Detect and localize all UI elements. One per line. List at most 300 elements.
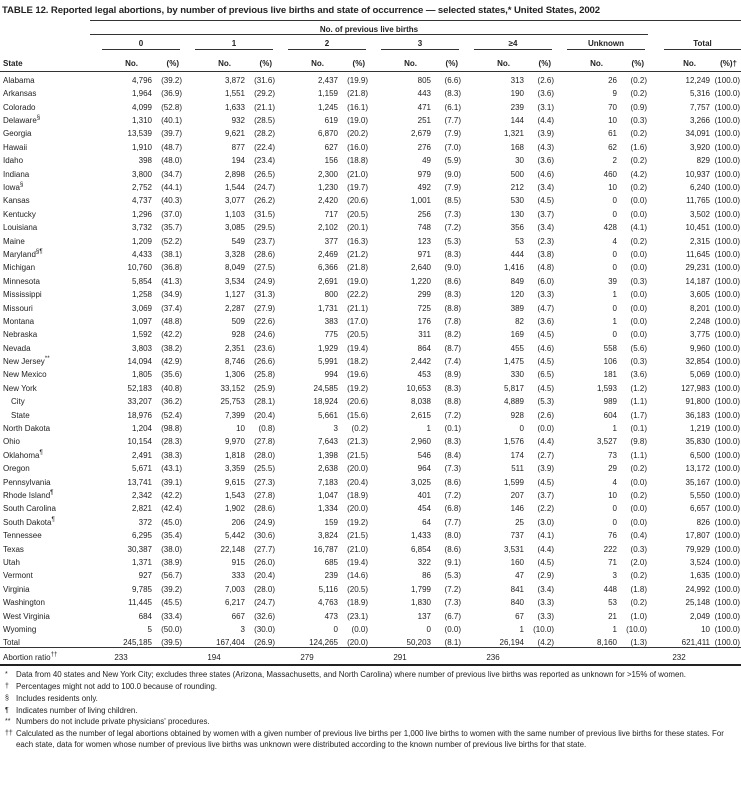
- count-cell: 10: [608, 183, 617, 193]
- count-cell: 877: [231, 142, 245, 152]
- count-cell: 2,615: [410, 410, 431, 420]
- count-cell: 3,524: [689, 557, 710, 567]
- percent-cell: (20.6): [347, 196, 368, 206]
- percent-cell: (0.9): [630, 102, 647, 112]
- percent-cell: (20.1): [347, 223, 368, 233]
- percent-cell: (28.0): [254, 450, 275, 460]
- percent-cell: (100.0): [714, 129, 740, 139]
- count-cell: 0: [333, 624, 338, 634]
- percent-cell: (8.3): [444, 249, 461, 259]
- count-cell: 443: [417, 89, 431, 99]
- count-cell: 168: [510, 142, 524, 152]
- count-cell: 127,983: [681, 383, 710, 393]
- count-cell: 10,760: [127, 263, 152, 273]
- percent-cell: (19.9): [347, 75, 368, 85]
- count-cell: 928: [510, 410, 524, 420]
- percent-cell: (100.0): [714, 517, 740, 527]
- table-row: [0, 527, 741, 540]
- spacer-cell: [617, 648, 648, 666]
- ratio-cell: 291: [369, 648, 431, 666]
- count-cell: 181: [603, 370, 617, 380]
- table-row: [0, 232, 741, 245]
- percent-cell: (20.4): [254, 571, 275, 581]
- count-cell: 1,258: [131, 290, 152, 300]
- count-cell: 4,099: [131, 102, 152, 112]
- count-cell: 8,049: [224, 263, 245, 273]
- count-cell: 511: [511, 464, 524, 474]
- percent-cell: (4.3): [537, 142, 554, 152]
- percent-cell: (26.6): [254, 357, 275, 367]
- count-cell: 239: [510, 102, 524, 112]
- percent-cell: (4.7): [537, 303, 554, 313]
- table-row: [0, 85, 741, 98]
- percent-cell: (20.5): [347, 330, 368, 340]
- percent-cell: (38.1): [161, 249, 182, 259]
- state-name: Louisiana: [3, 223, 38, 233]
- count-cell: 1,633: [224, 102, 245, 112]
- percent-cell: (4.5): [537, 196, 554, 206]
- count-cell: 989: [603, 397, 617, 407]
- table-row: [0, 272, 741, 285]
- count-cell: 849: [510, 276, 524, 286]
- footnote-symbol: ¶: [5, 706, 9, 714]
- count-cell: 3: [240, 624, 245, 634]
- count-cell: 24,585: [313, 383, 338, 393]
- count-cell: 1,433: [410, 531, 431, 541]
- percent-cell: (21.5): [347, 450, 368, 460]
- percent-cell: (100.0): [714, 437, 740, 447]
- percent-cell: (4.5): [537, 383, 554, 393]
- state-name: Vermont: [3, 571, 33, 581]
- page-title: TABLE 12. Reported legal abortions, by number of previous live births and state of occurrence — selected states,* United States, 2002: [2, 5, 601, 16]
- footnote-marker: ††: [50, 651, 58, 659]
- group-label: 3: [381, 39, 459, 50]
- percent-cell: (100.0): [714, 424, 740, 434]
- span-header: No. of previous live births: [90, 20, 648, 34]
- percent-cell: (28.6): [254, 504, 275, 514]
- count-cell: 356: [510, 223, 524, 233]
- ratio-cell: 279: [276, 648, 338, 666]
- spacer-cell: [524, 648, 555, 666]
- count-cell: 3,872: [224, 75, 245, 85]
- count-cell: 5,316: [689, 89, 710, 99]
- count-cell: 0: [519, 424, 524, 434]
- percent-cell: (100.0): [714, 544, 740, 554]
- footnote-marker: ¶: [50, 489, 54, 496]
- group-header-2: [276, 34, 369, 50]
- count-cell: 2,640: [410, 263, 431, 273]
- table-row: [0, 406, 741, 419]
- count-cell: 3,025: [410, 477, 431, 487]
- count-cell: 0: [612, 209, 617, 219]
- percent-cell: (3.8): [537, 249, 554, 259]
- count-cell: 9,970: [224, 437, 245, 447]
- percent-cell: (18.9): [347, 598, 368, 608]
- percent-cell: (2.2): [537, 504, 554, 514]
- percent-cell: (28.3): [161, 437, 182, 447]
- state-name: New Mexico: [3, 370, 47, 380]
- count-cell: 156: [324, 156, 338, 166]
- table-row: [0, 165, 741, 178]
- count-cell: 1: [519, 624, 524, 634]
- count-cell: 2,691: [317, 276, 338, 286]
- count-cell: 7,183: [317, 477, 338, 487]
- table-row: [0, 286, 741, 299]
- percent-cell: (36.9): [161, 89, 182, 99]
- count-cell: 25,148: [685, 598, 710, 608]
- percent-cell: (7.9): [444, 129, 461, 139]
- percent-cell: (3.3): [537, 290, 554, 300]
- count-cell: 3,077: [224, 196, 245, 206]
- percent-cell: (18.8): [347, 156, 368, 166]
- state-name: Idaho: [3, 156, 24, 166]
- count-cell: 167,404: [216, 638, 245, 648]
- count-cell: 444: [510, 249, 524, 259]
- percent-cell: (5.3): [444, 236, 461, 246]
- count-cell: 53: [608, 598, 617, 608]
- percent-cell: (7.4): [444, 357, 461, 367]
- percent-cell: (0.0): [630, 517, 647, 527]
- count-cell: 667: [231, 611, 245, 621]
- count-cell: 3,531: [503, 544, 524, 554]
- percent-cell: (40.8): [161, 383, 182, 393]
- percent-cell: (100.0): [714, 370, 740, 380]
- percent-cell: (20.0): [347, 464, 368, 474]
- percent-cell: (6.0): [537, 276, 554, 286]
- count-cell: 82: [515, 316, 524, 326]
- count-cell: 500: [510, 169, 524, 179]
- percent-cell: (4.8): [537, 263, 554, 273]
- percent-cell: (7.3): [444, 598, 461, 608]
- count-cell: 471: [417, 102, 431, 112]
- percent-cell: (37.0): [161, 209, 182, 219]
- count-cell: 1,929: [317, 343, 338, 353]
- percent-cell: (23.7): [254, 236, 275, 246]
- percent-cell: (0.2): [351, 424, 368, 434]
- count-cell: 2,638: [317, 464, 338, 474]
- count-cell: 71: [608, 557, 617, 567]
- count-cell: 207: [510, 491, 524, 500]
- count-cell: 50,203: [406, 638, 431, 648]
- percent-cell: (100.0): [714, 357, 740, 367]
- percent-cell: (45.0): [161, 517, 182, 527]
- count-cell: 8,201: [689, 303, 710, 313]
- percent-cell: (20.5): [347, 584, 368, 594]
- spacer-cell: [431, 648, 462, 666]
- state-name: North Dakota: [3, 424, 51, 434]
- count-cell: 0: [612, 249, 617, 259]
- count-cell: 964: [417, 464, 431, 474]
- ratio-cell: 232: [648, 648, 710, 666]
- table-row: [0, 246, 741, 259]
- percent-cell: (24.6): [254, 330, 275, 340]
- percent-cell: (35.7): [161, 223, 182, 233]
- state-name: Indiana: [3, 169, 30, 179]
- percent-cell: (20.4): [254, 410, 275, 420]
- percent-cell: (3.9): [537, 464, 554, 474]
- count-cell: 176: [417, 316, 431, 326]
- count-cell: 1,219: [689, 424, 710, 434]
- percent-cell: (8.8): [444, 397, 461, 407]
- percent-cell: (20.2): [347, 129, 368, 139]
- group-label: Unknown: [567, 39, 645, 50]
- percent-cell: (7.2): [444, 410, 461, 420]
- percent-cell: (0.2): [630, 464, 647, 474]
- footnote-text: Numbers do not include private physicians' procedures.: [16, 717, 210, 727]
- count-cell: 9,615: [224, 477, 245, 487]
- subcol-header-row: [0, 50, 741, 72]
- count-cell: 10,451: [685, 223, 710, 233]
- table-body: [0, 71, 741, 665]
- group-header-1: [183, 34, 276, 50]
- table-row: [0, 433, 741, 446]
- percent-cell: (19.4): [347, 557, 368, 567]
- count-cell: 86: [422, 571, 431, 581]
- count-cell: 3,800: [131, 169, 152, 179]
- percent-cell: (100.0): [714, 531, 740, 541]
- ratio-cell: 233: [90, 648, 152, 666]
- percent-cell: (7.2): [444, 584, 461, 594]
- percent-cell: (36.2): [161, 397, 182, 407]
- count-cell: 2,102: [317, 223, 338, 233]
- percent-cell: (0.2): [630, 183, 647, 193]
- state-col-header: State: [0, 50, 90, 72]
- data-table: [0, 20, 741, 667]
- percent-cell: (7.2): [444, 223, 461, 233]
- state-name: Missouri: [3, 303, 33, 313]
- count-cell: 6,217: [224, 598, 245, 608]
- percent-cell: (27.9): [254, 303, 275, 313]
- spacer-cell: [338, 648, 369, 666]
- percent-cell: (3.6): [537, 316, 554, 326]
- count-cell: 1: [426, 424, 431, 434]
- percent-cell: (100.0): [714, 343, 740, 353]
- percent-cell: (24.7): [254, 598, 275, 608]
- count-cell: 1,209: [131, 236, 152, 246]
- count-cell: 1,245: [317, 102, 338, 112]
- percent-cell: (20.4): [347, 477, 368, 487]
- count-cell: 1,204: [131, 424, 152, 434]
- percent-cell: (30.6): [254, 531, 275, 541]
- percent-cell: (19.6): [347, 370, 368, 380]
- footnote: [2, 706, 737, 716]
- percent-cell: (3.6): [537, 156, 554, 166]
- percent-cell: (3.9): [537, 129, 554, 139]
- percent-cell: (1.3): [630, 638, 647, 648]
- percent-cell: (3.4): [537, 223, 554, 233]
- percent-cell: (27.3): [254, 477, 275, 487]
- count-cell: 14,094: [127, 357, 152, 367]
- percent-cell: (100.0): [714, 263, 740, 273]
- table-row: [0, 460, 741, 473]
- percent-cell: (100.0): [714, 504, 740, 514]
- percent-cell: (25.8): [254, 370, 275, 380]
- percent-cell: (3.4): [537, 183, 554, 193]
- percent-cell: (35.4): [161, 531, 182, 541]
- percent-cell: (1.1): [630, 450, 647, 460]
- count-cell: 35,167: [685, 477, 710, 487]
- percent-cell: (8.3): [444, 89, 461, 99]
- count-cell: 558: [603, 343, 617, 353]
- count-cell: 35,830: [685, 437, 710, 447]
- footnote-text: Percentages might not add to 100.0 because of rounding.: [16, 682, 217, 692]
- count-cell: 2,960: [410, 437, 431, 447]
- percent-cell: (100.0): [714, 75, 740, 85]
- footnote-symbol: †: [5, 683, 9, 691]
- percent-cell: (5.3): [444, 571, 461, 581]
- percent-cell: (19.7): [347, 183, 368, 193]
- percent-cell: (5.9): [444, 156, 461, 166]
- count-cell: 619: [324, 116, 338, 126]
- percent-cell: (100.0): [714, 624, 740, 634]
- percent-cell: (42.2): [161, 491, 182, 500]
- count-cell: 1,296: [131, 209, 152, 219]
- col-header-pct: (%): [338, 50, 369, 72]
- percent-cell: (4.2): [537, 638, 554, 648]
- count-cell: 1,964: [131, 89, 152, 99]
- count-cell: 3,824: [317, 531, 338, 541]
- percent-cell: (20.6): [347, 397, 368, 407]
- count-cell: 5: [147, 624, 152, 634]
- count-cell: 2,420: [317, 196, 338, 206]
- footnote-symbol: *: [5, 671, 8, 679]
- percent-cell: (22.6): [254, 316, 275, 326]
- percent-cell: (0.2): [630, 571, 647, 581]
- percent-cell: (100.0): [714, 183, 740, 193]
- count-cell: 1,416: [503, 263, 524, 273]
- count-cell: 212: [510, 183, 524, 193]
- percent-cell: (0.1): [630, 424, 647, 434]
- count-cell: 11,765: [686, 196, 710, 206]
- percent-cell: (19.4): [347, 343, 368, 353]
- table-row: [0, 500, 741, 513]
- count-cell: 455: [510, 343, 524, 353]
- percent-cell: (100.0): [714, 236, 740, 246]
- count-cell: 3,328: [224, 249, 245, 259]
- percent-cell: (1.6): [630, 142, 647, 152]
- percent-cell: (3.7): [537, 209, 554, 219]
- percent-cell: (23.1): [347, 611, 368, 621]
- count-cell: 2,898: [224, 169, 245, 179]
- percent-cell: (3.7): [537, 491, 554, 500]
- table-row: [0, 540, 741, 553]
- count-cell: 4,763: [317, 598, 338, 608]
- col-header-pct: (%): [431, 50, 462, 72]
- count-cell: 927: [138, 571, 152, 581]
- percent-cell: (100.0): [714, 116, 740, 126]
- group-label: 2: [288, 39, 366, 50]
- count-cell: 971: [417, 249, 431, 259]
- count-cell: 1,818: [224, 450, 245, 460]
- state-name: Delaware§: [3, 114, 41, 126]
- percent-cell: (6.8): [444, 504, 461, 514]
- percent-cell: (10.0): [626, 624, 647, 634]
- count-cell: 245,185: [123, 638, 152, 648]
- ratio-cell: 236: [462, 648, 524, 666]
- count-cell: 5,442: [224, 531, 245, 541]
- count-cell: 2,679: [410, 129, 431, 139]
- count-cell: 3: [333, 424, 338, 434]
- table-row: [0, 339, 741, 352]
- percent-cell: (100.0): [714, 557, 740, 567]
- count-cell: 10,937: [685, 169, 710, 179]
- percent-cell: (100.0): [714, 156, 740, 166]
- percent-cell: (22.4): [254, 142, 275, 152]
- percent-cell: (8.3): [444, 383, 461, 393]
- percent-cell: (0.2): [630, 491, 647, 500]
- percent-cell: (3.1): [537, 102, 554, 112]
- percent-cell: (0.4): [630, 531, 647, 541]
- percent-cell: (3.6): [537, 89, 554, 99]
- state-name: Utah: [3, 557, 20, 567]
- count-cell: 7,643: [317, 437, 338, 447]
- count-cell: 5,550: [689, 491, 710, 500]
- state-name: Total: [3, 638, 20, 648]
- count-cell: 6,854: [410, 544, 431, 554]
- table-row: [0, 420, 741, 433]
- count-cell: 1,398: [317, 450, 338, 460]
- table-row: [0, 219, 741, 232]
- count-cell: 604: [603, 410, 617, 420]
- count-cell: 932: [231, 116, 245, 126]
- count-cell: 106: [603, 357, 617, 367]
- percent-cell: (19.2): [347, 383, 368, 393]
- count-cell: 206: [231, 517, 245, 527]
- count-cell: 2,342: [131, 491, 152, 500]
- count-cell: 53: [515, 236, 524, 246]
- count-cell: 6,240: [689, 183, 710, 193]
- count-cell: 1,830: [410, 598, 431, 608]
- percent-cell: (8.9): [444, 370, 461, 380]
- state-name: City: [11, 397, 25, 407]
- count-cell: 737: [510, 531, 524, 541]
- state-name: Mississippi: [3, 290, 42, 300]
- percent-cell: (20.0): [347, 504, 368, 514]
- percent-cell: (28.5): [254, 116, 275, 126]
- percent-cell: (27.7): [254, 544, 275, 554]
- col-header-pct: (%): [617, 50, 648, 72]
- count-cell: 52,183: [127, 383, 152, 393]
- count-cell: 0: [612, 196, 617, 206]
- table-row: [0, 473, 741, 486]
- state-name: South Carolina: [3, 504, 56, 514]
- count-cell: 1,902: [224, 504, 245, 514]
- spacer-cell: [0, 34, 90, 50]
- percent-cell: (43.1): [161, 464, 182, 474]
- count-cell: 1: [612, 424, 617, 434]
- count-cell: 330: [510, 370, 524, 380]
- percent-cell: (5.3): [537, 397, 554, 407]
- percent-cell: (0.1): [444, 424, 461, 434]
- count-cell: 928: [231, 330, 245, 340]
- percent-cell: (4.2): [630, 169, 647, 179]
- footnote-text: Calculated as the number of legal abortions obtained by women with a given number of previous live births per 1,000 live births to women with the same number of previous live births for these states. For each state, data for women whose number of previous live births was unknown were distributed according to the known number of previous live births for that state.: [16, 729, 724, 749]
- percent-cell: (19.0): [347, 116, 368, 126]
- state-name: State: [11, 410, 30, 420]
- count-cell: 13,172: [685, 464, 710, 474]
- spacer-cell: [245, 648, 276, 666]
- percent-cell: (100.0): [714, 303, 740, 313]
- percent-cell: (4.1): [537, 531, 554, 541]
- count-cell: 1,635: [689, 571, 710, 581]
- percent-cell: (100.0): [714, 223, 740, 233]
- percent-cell: (27.8): [254, 491, 275, 500]
- count-cell: 460: [603, 169, 617, 179]
- table-row: [0, 179, 741, 192]
- percent-cell: (0.2): [630, 598, 647, 608]
- percent-cell: (0.0): [630, 209, 647, 219]
- count-cell: 6,500: [689, 450, 710, 460]
